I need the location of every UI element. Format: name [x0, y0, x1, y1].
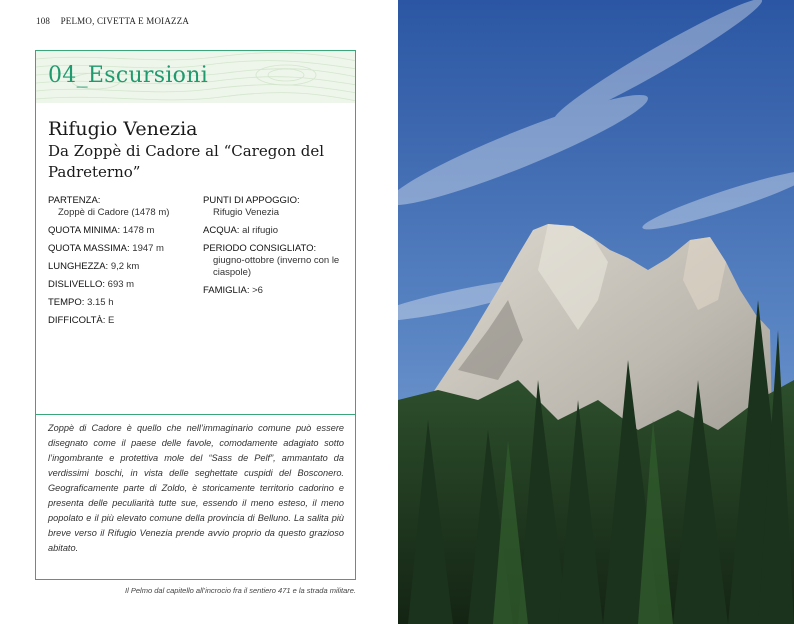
page-number: 108: [36, 16, 51, 26]
info-label: DIFFICOLTÀ:: [48, 315, 106, 326]
route-heading: [48, 117, 348, 183]
section-band: [36, 51, 355, 103]
route-subtitle: Da Zoppè di Cadore al “Caregon del Padreterno”: [48, 142, 325, 181]
info-famiglia: [203, 285, 353, 297]
info-label: QUOTA MASSIMA:: [48, 243, 130, 254]
info-label: FAMIGLIA:: [203, 285, 250, 296]
mountain-photo: [398, 0, 794, 624]
info-label: PARTENZA:: [48, 195, 101, 206]
info-partenza: [48, 195, 198, 219]
photo-caption: Il Pelmo dal capitello all’incrocio fra il sentiero 471 e la strada militare.: [125, 586, 356, 595]
info-column-left: [48, 195, 198, 333]
route-name: Rifugio Venezia: [48, 118, 198, 140]
running-title: PELMO, CIVETTA E MOIAZZA: [60, 16, 190, 26]
info-label: DISLIVELLO:: [48, 279, 106, 290]
info-value: 3.15 h: [87, 297, 114, 308]
info-value: Rifugio Venezia: [213, 207, 280, 218]
info-value: al rifugio: [242, 225, 278, 236]
info-value: 1947 m: [132, 243, 164, 254]
info-periodo: [203, 243, 353, 279]
info-value: 9,2 km: [110, 261, 140, 272]
info-value: E: [108, 315, 115, 326]
info-quota-massima: [48, 243, 198, 255]
info-value: giugno-ottobre (inverno con le ciaspole): [213, 255, 340, 278]
info-quota-minima: [48, 225, 198, 237]
section-title: 04_Escursioni: [48, 63, 209, 88]
info-dislivello: [48, 279, 198, 291]
info-value: 693 m: [107, 279, 135, 290]
info-value: Zoppè di Cadore (1478 m): [58, 207, 170, 218]
route-description: Zoppè di Cadore è quello che nell’immaginario comune può essere disegnato come il paese delle favole, comodamente adagiato sotto l’ingombrante e protettiva mole del “Sass de Pelf”, ammantato da verdissimi boschi, in vista delle seghettate cuspidi del Bosconero. Geograficamente parte di Zoldo, è storicamente territorio cadorino e presenta delle peculiarità tutte sue, essendo il meno esteso, il meno popolato e il più elevato comune della provincia di Belluno. La salita più breve verso il Rifugio Venezia prende avvio proprio da questo grazioso abitato.: [48, 423, 344, 553]
info-column-right: [203, 195, 353, 303]
info-value: 1478 m: [122, 225, 155, 236]
info-value: >6: [252, 285, 263, 296]
info-acqua: [203, 225, 353, 237]
info-difficolta: [48, 315, 198, 327]
info-tempo: [48, 297, 198, 309]
info-label: LUNGHEZZA:: [48, 261, 109, 272]
info-label: TEMPO:: [48, 297, 85, 308]
info-lunghezza: [48, 261, 198, 273]
info-label: PUNTI DI APPOGGIO:: [203, 195, 300, 206]
pelmo-mountain-illustration: [398, 0, 794, 624]
info-label: PERIODO CONSIGLIATO:: [203, 243, 317, 254]
running-header: [36, 16, 189, 26]
info-punti-appoggio: [203, 195, 353, 219]
info-label: QUOTA MINIMA:: [48, 225, 121, 236]
section-divider: [36, 414, 355, 415]
info-label: ACQUA:: [203, 225, 240, 236]
route-card: [35, 50, 356, 580]
